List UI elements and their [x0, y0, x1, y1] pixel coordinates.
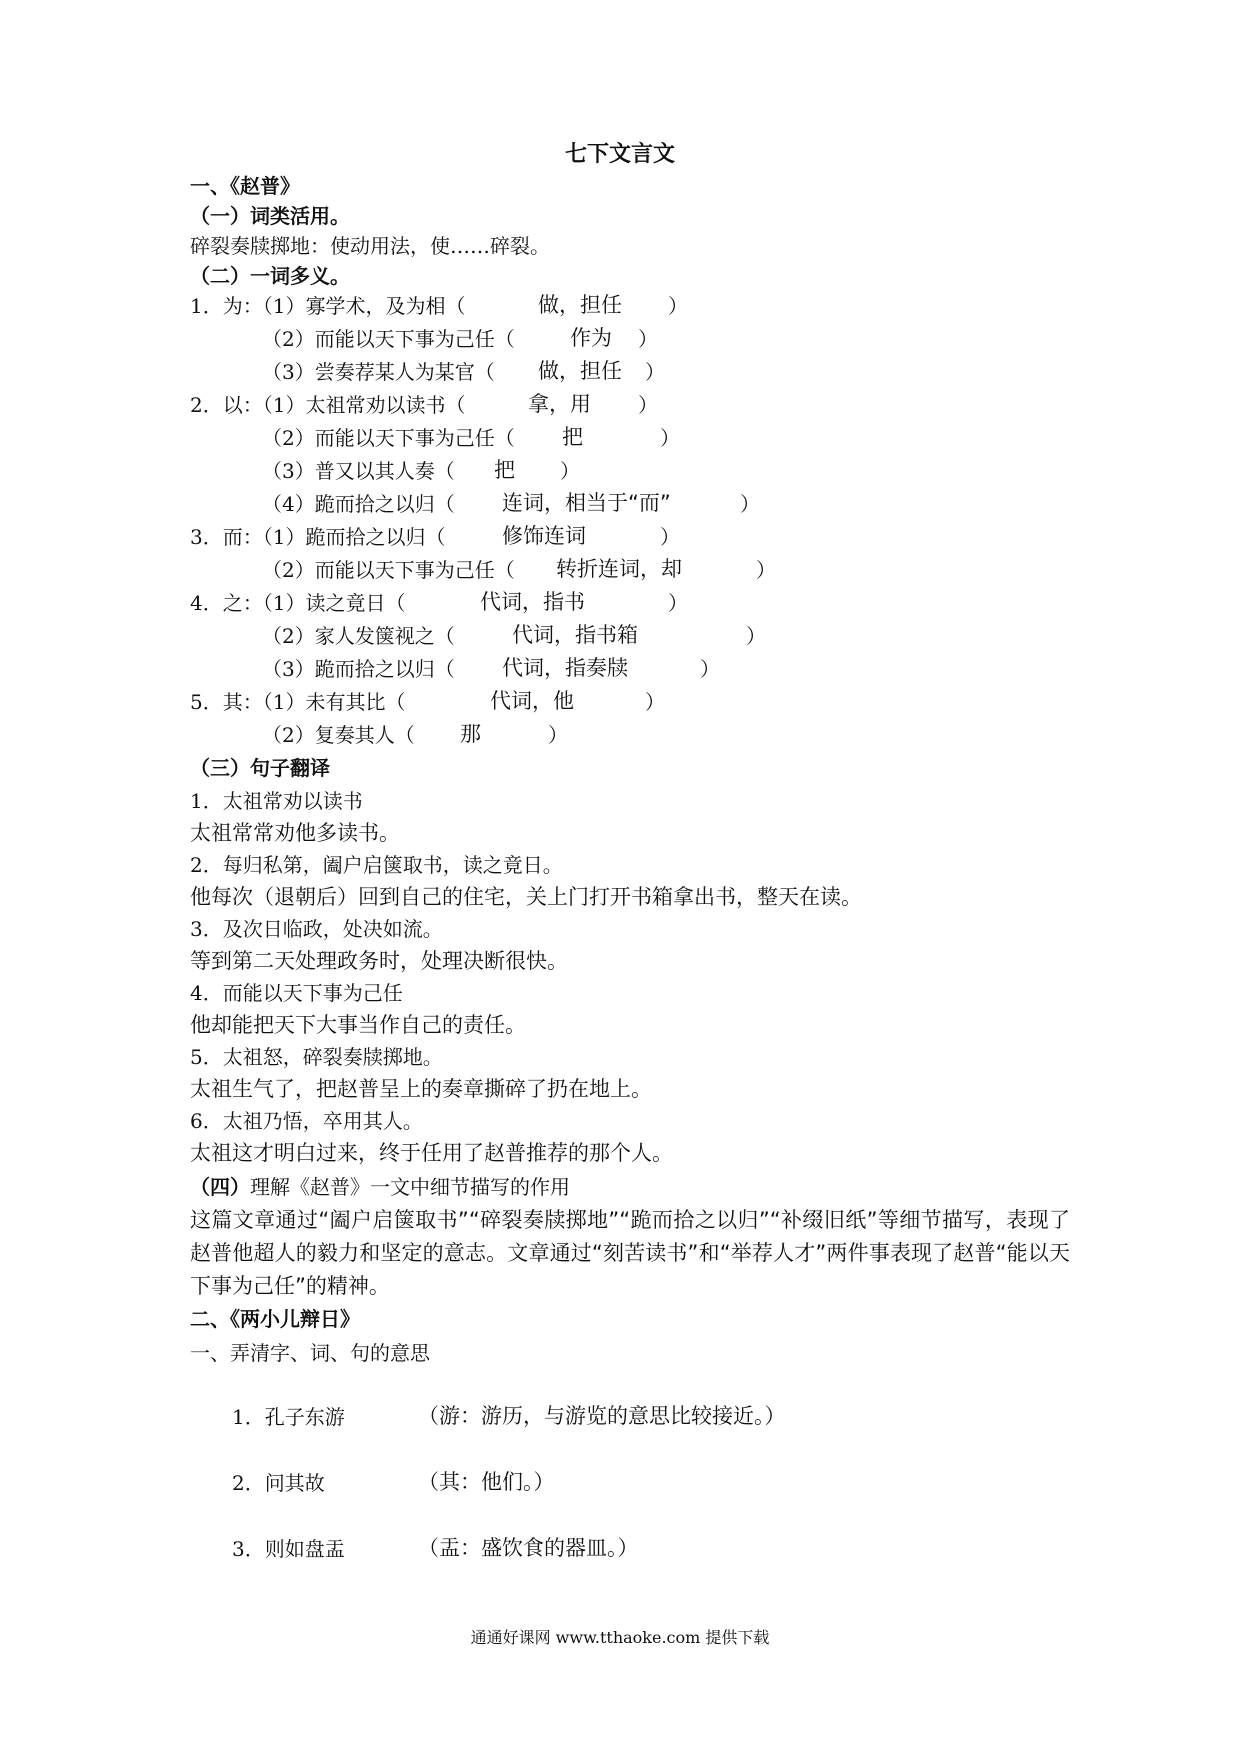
polysemy-close: ）	[668, 591, 688, 615]
page-footer: 通通好课网 www.tthaoke.com 提供下载	[470, 1628, 770, 1647]
polysemy-answer: 把	[494, 458, 515, 482]
word-class-line: 碎裂奏牍掷地：使动用法，使……碎裂。	[190, 234, 550, 258]
section-heading-two-children: 二、《两小儿辩日》	[190, 1307, 360, 1331]
polysemy-close: ）	[668, 294, 688, 318]
polysemy-item: （4）跪而拾之以归（	[262, 492, 455, 516]
section-heading-zhaopu: 一、《赵普》	[190, 174, 300, 198]
translation-answer: 太祖常常劝他多读书。	[190, 821, 400, 845]
subheading-detail-text: 理解《赵普》一文中细节描写的作用	[250, 1175, 570, 1199]
polysemy-item: （2）而能以天下事为己任（	[262, 426, 515, 450]
subheading-polysemy: （二）一词多义。	[190, 264, 350, 288]
polysemy-close: ）	[740, 492, 760, 516]
vocab-explanation: （游：游历，与游览的意思比较接近。）	[418, 1404, 786, 1428]
polysemy-item: （3）普又以其人奏（	[262, 459, 455, 483]
polysemy-close: ）	[560, 459, 580, 483]
translation-answer: 太祖这才明白过来，终于任用了赵普推荐的那个人。	[190, 1141, 673, 1165]
polysemy-item: 3．而：（1）跪而拾之以归（	[190, 525, 446, 549]
translation-source: 4．而能以天下事为己任	[190, 981, 403, 1005]
translation-answer: 太祖生气了，把赵普呈上的奏章撕碎了扔在地上。	[190, 1077, 652, 1101]
translation-source: 6．太祖乃悟，卒用其人。	[190, 1109, 423, 1133]
polysemy-answer: 那	[460, 722, 481, 746]
polysemy-answer: 做，担任	[538, 293, 622, 317]
polysemy-item: （3）跪而拾之以归（	[262, 657, 455, 681]
polysemy-close: ）	[638, 327, 658, 351]
polysemy-answer: 代词，指书箱	[512, 623, 638, 647]
subheading-translation: （三）句子翻译	[190, 756, 330, 780]
section-subheading: 一、弄清字、词、句的意思	[190, 1341, 430, 1365]
page-title: 七下文言文	[564, 141, 675, 167]
subheading-detail-number: （四）	[190, 1175, 250, 1199]
polysemy-close: ）	[638, 393, 658, 417]
polysemy-item: 5．其：（1）未有其比（	[190, 690, 406, 714]
polysemy-answer: 连词，相当于“而”	[502, 491, 671, 515]
polysemy-item: 2．以：（1）太祖常劝以读书（	[190, 393, 466, 417]
translation-source: 3．及次日临政，处决如流。	[190, 917, 443, 941]
polysemy-close: ）	[548, 723, 568, 747]
polysemy-item: （3）尝奏荐某人为某官（	[262, 360, 495, 384]
polysemy-item: （2）复奏其人（	[262, 723, 415, 747]
polysemy-item: 1．为：（1）寡学术，及为相（	[190, 294, 466, 318]
polysemy-item: 4．之：（1）读之竟日（	[190, 591, 406, 615]
translation-answer: 等到第二天处理政务时，处理决断很快。	[190, 949, 568, 973]
polysemy-close: ）	[645, 690, 665, 714]
polysemy-item: （2）家人发箧视之（	[262, 624, 455, 648]
subheading-detail	[190, 1173, 570, 1201]
polysemy-item: （2）而能以天下事为己任（	[262, 558, 515, 582]
polysemy-answer: 做，担任	[538, 359, 622, 383]
polysemy-close: ）	[700, 657, 720, 681]
detail-paragraph: 这篇文章通过“阖户启箧取书”“碎裂奏牍掷地”“跪而拾之以归”“补缀旧纸”等细节描写，表现了赵普他超人的毅力和坚定的意志。文章通过“刻苦读书”和“举荐人才”两件事表现了赵普“能以天下事为己任”的精神。	[190, 1208, 1070, 1298]
subheading-word-class: （一）词类活用。	[190, 204, 350, 228]
polysemy-answer: 拿，用	[528, 392, 591, 416]
polysemy-answer: 转折连词，却	[556, 557, 682, 581]
polysemy-answer: 修饰连词	[502, 524, 586, 548]
vocab-item: 3．则如盘盂	[232, 1537, 345, 1561]
polysemy-answer: 作为	[570, 326, 612, 350]
polysemy-close: ）	[746, 624, 766, 648]
polysemy-answer: 代词，指奏牍	[502, 656, 628, 680]
polysemy-answer: 代词，他	[490, 689, 574, 713]
polysemy-close: ）	[645, 360, 665, 384]
polysemy-close: ）	[660, 525, 680, 549]
translation-source: 2．每归私第，阖户启箧取书，读之竟日。	[190, 853, 563, 877]
translation-source: 1．太祖常劝以读书	[190, 789, 363, 813]
polysemy-answer: 把	[562, 425, 583, 449]
vocab-item: 2．问其故	[232, 1471, 325, 1495]
polysemy-close: ）	[660, 426, 680, 450]
vocab-explanation: （其：他们。）	[418, 1470, 555, 1494]
vocab-item: 1．孔子东游	[232, 1405, 345, 1429]
translation-source: 5．太祖怒，碎裂奏牍掷地。	[190, 1045, 443, 1069]
translation-answer: 他却能把天下大事当作自己的责任。	[190, 1013, 526, 1037]
vocab-explanation: （盂：盛饮食的器皿。）	[418, 1536, 639, 1560]
polysemy-answer: 代词，指书	[480, 590, 585, 614]
translation-answer: 他每次（退朝后）回到自己的住宅，关上门打开书箱拿出书，整天在读。	[190, 885, 862, 909]
polysemy-close: ）	[756, 558, 776, 582]
polysemy-item: （2）而能以天下事为己任（	[262, 327, 515, 351]
